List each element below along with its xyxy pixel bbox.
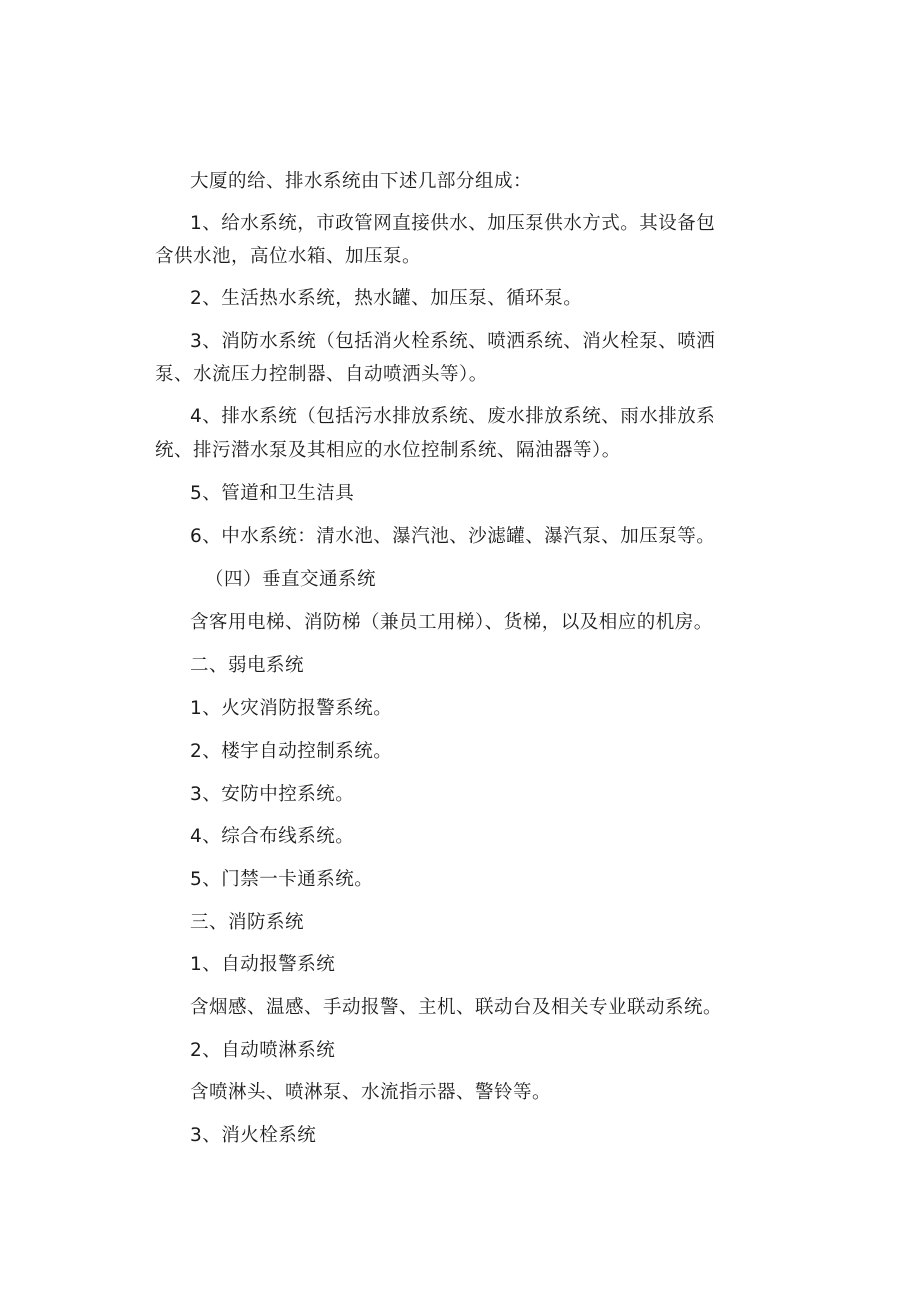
item-drainage: 4、排水系统（包括污水排放系统、废水排放系统、雨水排放系 (190, 406, 716, 427)
item-fire-alarm: 1、火灾消防报警系统。 (190, 698, 393, 719)
item-drainage-cont: 统、排污潜水泵及其相应的水位控制系统、隔油器等）。 (155, 440, 621, 461)
item-water-supply: 1、给水系统，市政管网直接供水、加压泵供水方式。其设备包 (190, 213, 716, 234)
intro-paragraph: 大厦的给、排水系统由下述几部分组成： (190, 171, 533, 192)
item-hot-water: 2、生活热水系统，热水罐、加压泵、循环泵。 (190, 288, 583, 309)
section-vertical-transport: （四）垂直交通系统 (205, 569, 377, 590)
item-building-automation: 2、楼宇自动控制系统。 (190, 741, 393, 762)
section-weak-current: 二、弱电系统 (190, 655, 305, 676)
item-reclaimed-water: 6、中水系统：清水池、瀑汽池、沙滤罐、瀑汽泵、加压泵等。 (190, 526, 716, 547)
item-security-control: 3、安防中控系统。 (190, 784, 355, 805)
item-auto-alarm: 1、自动报警系统 (190, 954, 336, 975)
item-water-supply-cont: 含供水池，高位水箱、加压泵。 (155, 246, 422, 267)
section-fire-protection: 三、消防系统 (190, 912, 305, 933)
item-fire-water-cont: 泵、水流压力控制器、自动喷洒头等）。 (155, 364, 488, 385)
item-access-card: 5、门禁一卡通系统。 (190, 869, 374, 890)
item-hydrant: 3、消火栓系统 (190, 1125, 317, 1146)
auto-alarm-desc: 含烟感、温感、手动报警、主机、联动台及相关专业联动系统。 (190, 997, 723, 1018)
sprinkler-desc: 含喷淋头、喷淋泵、水流指示器、警铃等。 (190, 1082, 552, 1103)
item-fire-water: 3、消防水系统（包括消火栓系统、喷洒系统、消火栓泵、喷洒 (190, 331, 716, 352)
item-cabling: 4、综合布线系统。 (190, 826, 355, 847)
vertical-transport-desc: 含客用电梯、消防梯（兼员工用梯）、货梯，以及相应的机房。 (190, 612, 713, 633)
item-sprinkler: 2、自动喷淋系统 (190, 1040, 336, 1061)
item-pipes-sanitary: 5、管道和卫生洁具 (190, 483, 355, 504)
